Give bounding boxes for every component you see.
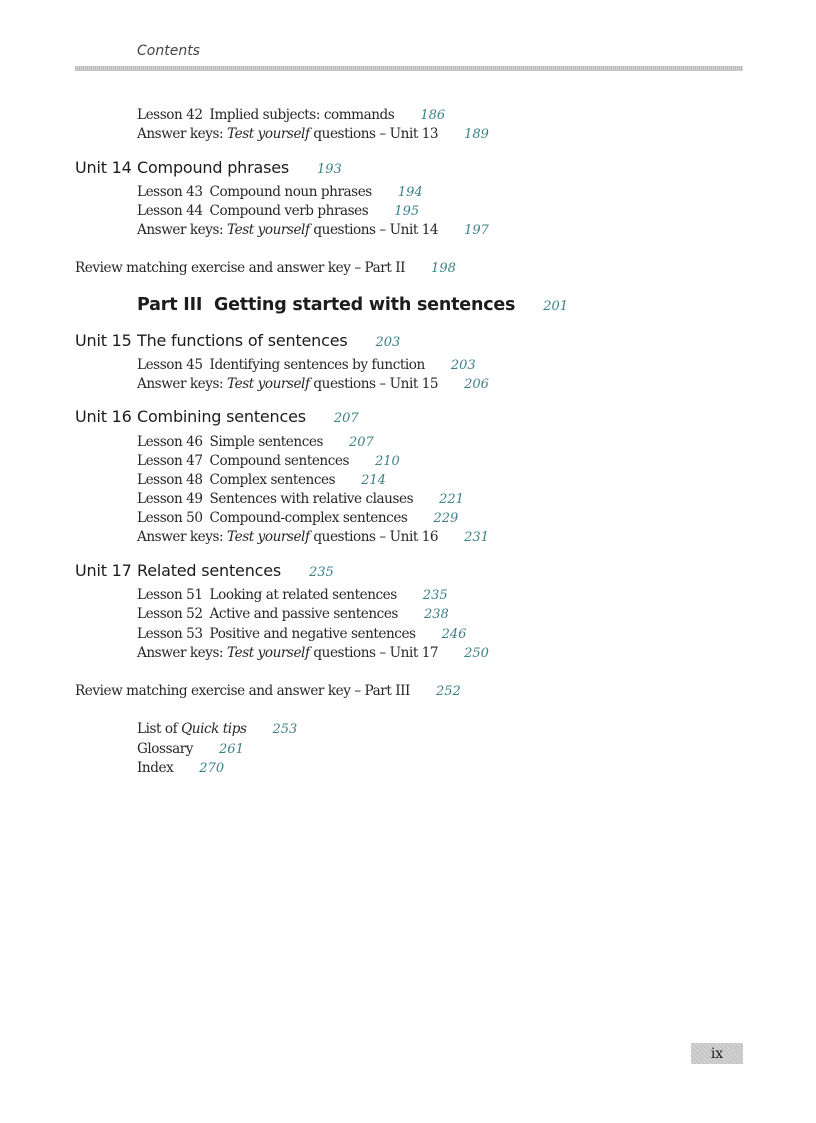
page-number: 221	[439, 492, 464, 507]
page-number: 214	[361, 473, 386, 488]
toc-entry-answer-keys-unit-17[interactable]	[137, 645, 489, 661]
page-number: 186	[420, 108, 446, 123]
answer-keys-unit: questions – Unit 15	[309, 376, 439, 392]
toc-entry-unit-15[interactable]	[75, 331, 400, 350]
unit-number: Unit 15	[75, 331, 132, 350]
lesson-number: Lesson 47	[137, 453, 203, 469]
answer-keys-label: Answer keys:	[137, 126, 228, 142]
answer-keys-label: Answer keys:	[137, 222, 228, 238]
toc-entry-lesson-53[interactable]	[137, 626, 466, 642]
unit-number: Unit 16	[75, 407, 132, 426]
lesson-number: Lesson 44	[137, 203, 203, 219]
answer-keys-label: Answer keys:	[137, 529, 228, 545]
page-number: 246	[441, 627, 467, 642]
answer-keys-label: Answer keys:	[137, 376, 228, 392]
toc-entry-answer-keys-unit-16[interactable]	[137, 529, 489, 545]
unit-title: Combining sentences	[137, 407, 306, 426]
lesson-number: Lesson 51	[137, 587, 203, 603]
page-number: 197	[464, 223, 489, 238]
page-number: 252	[435, 684, 461, 699]
quick-tips-lead: List of	[137, 721, 182, 737]
toc-entry-lesson-48[interactable]	[137, 472, 386, 488]
toc-entry-lesson-42[interactable]	[137, 107, 445, 123]
page-number: 235	[309, 565, 334, 580]
toc-entry-lesson-43[interactable]	[137, 184, 423, 200]
test-yourself-label: Test yourself	[227, 126, 310, 142]
page-number: 203	[375, 335, 401, 350]
page-number: 270	[199, 761, 225, 776]
toc-entry-answer-keys-unit-15[interactable]	[137, 376, 489, 392]
toc-entry-unit-14[interactable]	[75, 158, 342, 177]
toc-entry-lesson-47[interactable]	[137, 453, 400, 469]
test-yourself-label: Test yourself	[227, 645, 310, 661]
unit-title: Compound phrases	[137, 158, 290, 177]
lesson-title: Identifying sentences by function	[209, 357, 425, 373]
test-yourself-label: Test yourself	[227, 222, 310, 238]
index-title: Index	[137, 760, 174, 776]
page-number: 207	[349, 435, 374, 450]
unit-title: Related sentences	[137, 561, 282, 580]
answer-keys-unit: questions – Unit 17	[309, 645, 439, 661]
toc-entry-unit-16[interactable]	[75, 407, 359, 426]
lesson-number: Lesson 48	[137, 472, 203, 488]
folio-number: ix	[710, 1045, 724, 1062]
lesson-number: Lesson 46	[137, 434, 203, 450]
lesson-title: Compound verb phrases	[209, 203, 369, 219]
part-title: Part III Getting started with sentences	[137, 295, 516, 315]
toc-entry-lesson-52[interactable]	[137, 606, 449, 622]
page-number: 207	[333, 411, 359, 426]
lesson-title: Compound noun phrases	[209, 184, 372, 200]
toc-entry-lesson-46[interactable]	[137, 434, 374, 450]
page-number: 195	[394, 204, 420, 219]
lesson-title: Compound sentences	[209, 453, 350, 469]
header-rule	[75, 66, 743, 71]
lesson-number: Lesson 53	[137, 626, 203, 642]
lesson-title: Complex sentences	[209, 472, 336, 488]
page-number: 253	[272, 722, 298, 737]
page-number: 250	[464, 646, 489, 661]
test-yourself-label: Test yourself	[227, 376, 310, 392]
unit-number: Unit 14	[75, 158, 132, 177]
lesson-number: Lesson 45	[137, 357, 203, 373]
answer-keys-unit: questions – Unit 16	[309, 529, 439, 545]
running-head: Contents	[137, 43, 200, 59]
page-number: 198	[431, 261, 456, 276]
unit-number: Unit 17	[75, 561, 132, 580]
toc-entry-lesson-44[interactable]	[137, 203, 419, 219]
page-folio	[691, 1043, 743, 1064]
lesson-number: Lesson 49	[137, 491, 203, 507]
page-number: 203	[450, 358, 476, 373]
page-number: 193	[317, 162, 342, 177]
toc-entry-quick-tips[interactable]	[137, 721, 297, 737]
toc-entry-part-3[interactable]	[137, 295, 568, 315]
toc-entry-glossary[interactable]	[137, 741, 244, 757]
page-number: 235	[422, 588, 448, 603]
answer-keys-unit: questions – Unit 14	[309, 222, 439, 238]
toc-entry-unit-17[interactable]	[75, 561, 334, 580]
lesson-number: Lesson 43	[137, 184, 203, 200]
toc-entry-lesson-49[interactable]	[137, 491, 464, 507]
lesson-title: Active and passive sentences	[209, 606, 398, 622]
lesson-title: Sentences with relative clauses	[209, 491, 414, 507]
toc-entry-answer-keys-unit-13[interactable]	[137, 126, 489, 142]
toc-entry-lesson-50[interactable]	[137, 510, 458, 526]
lesson-title: Compound-complex sentences	[209, 510, 408, 526]
toc-entry-lesson-51[interactable]	[137, 587, 448, 603]
page-number: 189	[464, 127, 489, 142]
review-title: Review matching exercise and answer key – Part II	[75, 260, 406, 276]
quick-tips-label: Quick tips	[181, 721, 247, 737]
glossary-title: Glossary	[137, 741, 194, 757]
lesson-title: Implied subjects: commands	[209, 107, 395, 123]
lesson-title: Looking at related sentences	[209, 587, 397, 603]
lesson-number: Lesson 50	[137, 510, 203, 526]
lesson-title: Simple sentences	[209, 434, 323, 450]
toc-entry-review-part-3[interactable]	[75, 683, 461, 699]
lesson-number: Lesson 52	[137, 606, 203, 622]
page-number: 210	[375, 454, 400, 469]
review-title: Review matching exercise and answer key – Part III	[75, 683, 410, 699]
test-yourself-label: Test yourself	[227, 529, 310, 545]
lesson-title: Positive and negative sentences	[209, 626, 416, 642]
lesson-number: Lesson 42	[137, 107, 203, 123]
page-number: 231	[464, 530, 489, 545]
answer-keys-unit: questions – Unit 13	[309, 126, 439, 142]
page-number: 229	[433, 511, 459, 526]
page-number: 238	[423, 607, 449, 622]
page-number: 206	[464, 377, 489, 392]
page-number: 261	[219, 742, 244, 757]
page-number: 201	[543, 299, 569, 314]
toc-entry-lesson-45[interactable]	[137, 357, 476, 373]
toc-entry-index[interactable]	[137, 760, 224, 776]
page-number: 194	[397, 185, 423, 200]
unit-title: The functions of sentences	[137, 331, 348, 350]
toc-entry-answer-keys-unit-14[interactable]	[137, 222, 489, 238]
answer-keys-label: Answer keys:	[137, 645, 228, 661]
toc-entry-review-part-2[interactable]	[75, 260, 456, 276]
